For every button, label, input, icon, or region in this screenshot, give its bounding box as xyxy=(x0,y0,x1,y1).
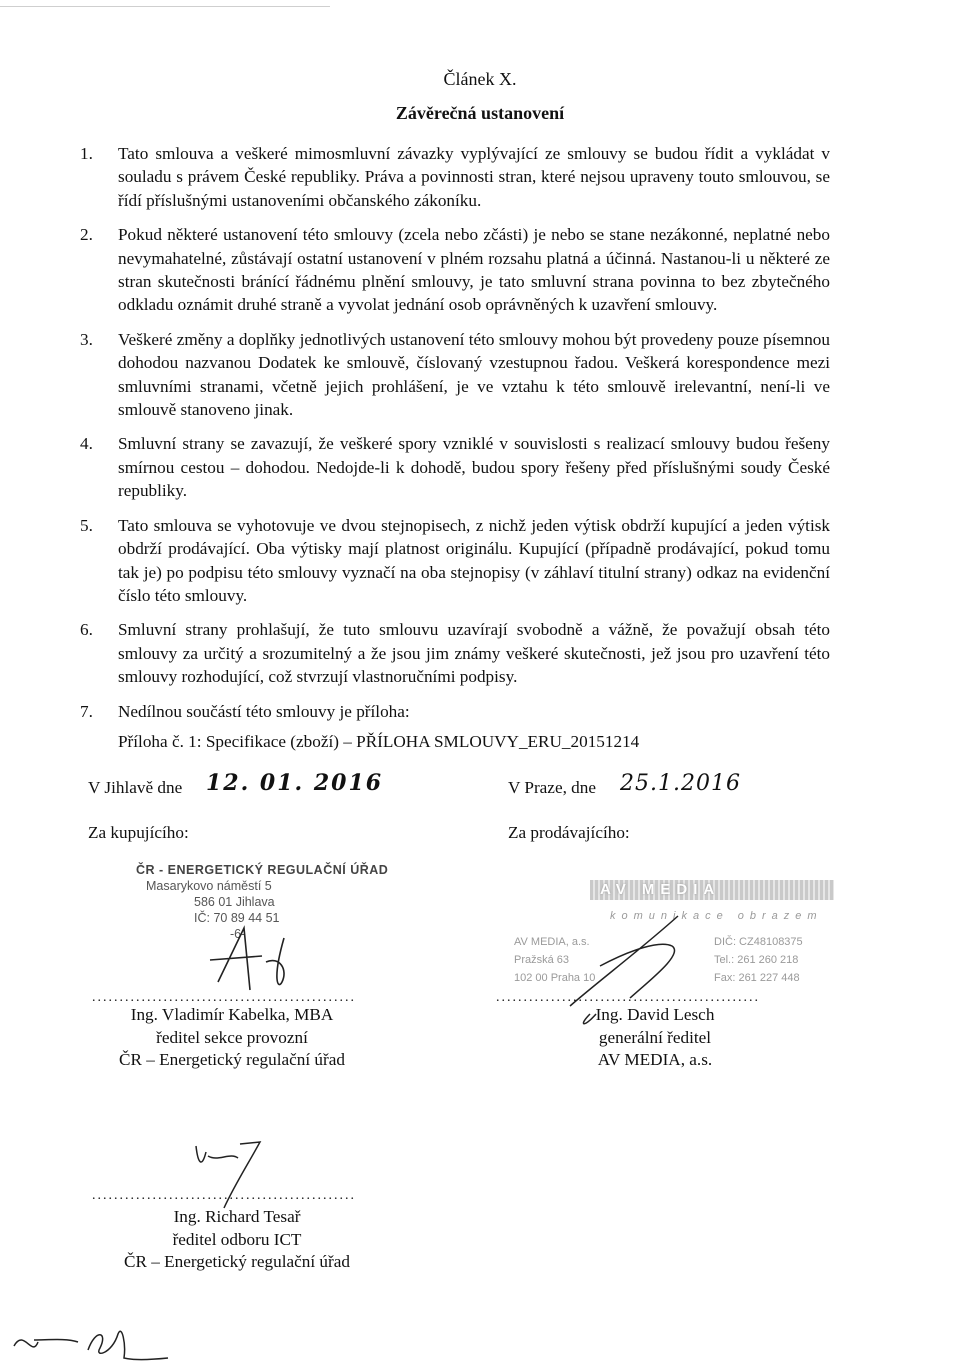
left-place-label: V Jihlavě dne xyxy=(88,778,183,797)
stamp-street: Masarykovo náměstí 5 xyxy=(146,879,272,893)
clause-number: 2. xyxy=(80,225,93,245)
kabelka-signature xyxy=(190,920,310,1000)
left-signatory-name: Ing. Vladimír Kabelka, MBA xyxy=(130,1005,334,1024)
third-signatory xyxy=(92,1206,382,1274)
stamp-mark: -6- xyxy=(230,927,246,941)
third-signature-line: ................................................ xyxy=(92,1188,356,1203)
clause xyxy=(80,700,830,723)
clause-number: 1. xyxy=(80,144,93,163)
clause-text: Nedílnou součástí této smlouvy je příloha: xyxy=(118,701,410,721)
clause-number: 4. xyxy=(80,434,93,454)
clauses-list xyxy=(80,142,830,753)
stamp-fax: Fax: 261 227 448 xyxy=(714,972,800,984)
stamp-city: 102 00 Praha 10 xyxy=(514,972,596,984)
clause-text: Veškeré změny a doplňky jednotlivých ustanovení této smlouvy mohou být provedeny pouze písemnou dohodou nazvanou Dodatek ke smlouvě, číslovaný vzestupnou řadou. Veškerá korespondence mezi smluvními stranami, včetně jejich prohlášení, je ve vztahu k této smlouvě irelevantní, není-li ve smlouvě stanoveno jinak. xyxy=(118,329,830,420)
clause-number: 5. xyxy=(80,515,93,535)
clause xyxy=(80,328,830,422)
right-signatory-name: Ing. David Lesch xyxy=(595,1005,715,1024)
stamp-ic: IČ: 70 89 44 51 xyxy=(194,911,280,925)
clause-number: 6. xyxy=(80,620,93,640)
clause xyxy=(80,142,830,212)
clause xyxy=(80,618,830,688)
right-place-label: V Praze, dne xyxy=(508,778,596,797)
stamp-motto: komunikace obrazem xyxy=(610,910,823,922)
clause xyxy=(80,223,830,317)
clause xyxy=(80,514,830,608)
article-number: Článek X. xyxy=(443,69,517,89)
left-signatory-position: ředitel sekce provozní xyxy=(156,1027,308,1047)
scan-edge-line xyxy=(0,6,330,7)
stamp-company: AV MEDIA, a.s. xyxy=(514,936,590,948)
clause-text: Smluvní strany se zavazují, že veškeré spory vzniklé v souvislosti s realizací smlouvy budou řešeny smírnou cestou – dohodou. Nedojde-li k dohodě, budou spory řešeny před příslušnými soudy České republiky. xyxy=(118,434,830,501)
stamp-street: Pražská 63 xyxy=(514,954,570,966)
right-signature-line: ................................................ xyxy=(496,990,760,1005)
article-title: Závěrečná ustanovení xyxy=(395,103,565,123)
right-signatory-position: generální ředitel xyxy=(598,1027,712,1047)
initials-signature xyxy=(8,1314,178,1366)
right-signatory-org: AV MEDIA, a.s. xyxy=(597,1050,713,1069)
clause-number: 3. xyxy=(80,329,93,349)
right-date-handwritten: 25.1.2016 xyxy=(620,771,741,796)
attachment-reference: Příloha č. 1: Specifikace (zboží) – PŘÍLOHA SMLOUVY_ERU_20151214 xyxy=(118,731,640,751)
left-date-handwritten: 12. 01. 2016 xyxy=(206,770,384,796)
third-signatory-name: Ing. Richard Tesař xyxy=(173,1207,301,1226)
left-signatory xyxy=(82,1004,382,1072)
clause xyxy=(80,432,830,502)
right-signatory xyxy=(505,1004,805,1072)
clause-text: Tato smlouva se vyhotovuje ve dvou stejnopisech, z nichž jeden výtisk obdrží kupující a jeden výtisk obdrží prodávající. Oba výtisky mají platnost originálu. Kupující (případně prodávající, pokud tomu tak je) po podpisu této smlouvy vyznačí na oba stejnopisy (v záhlaví titulní strany) odkaz na evidenční číslo této smlouvy. xyxy=(118,515,830,605)
stamp-tel: Tel.: 261 260 218 xyxy=(714,954,799,966)
stamp-dic: DIČ: CZ48108375 xyxy=(714,936,803,948)
right-role-label: Za prodávajícího: xyxy=(508,823,630,842)
left-role-label: Za kupujícího: xyxy=(88,823,189,842)
clause-text: Tato smlouva a veškeré mimosmluvní závazky vyplývající ze smlouvy se budou řídit a vykládat v souladu s právem České republiky. Práva a povinnosti stran, které nejsou upraveny touto smlouvou, se řídí příslušnými ustanoveními občanského zákoníku. xyxy=(118,144,830,210)
clause-text: Smluvní strany prohlašují, že tuto smlouvu uzavírají svobodně a vážně, že považují obsah této smlouvy za určitý a srozumitelný a že jsou jim známy veškeré skutečnosti, jež jsou pro uzavření této smlouvy rozhodující, což stvrzují vlastnoručními podpisy. xyxy=(118,620,830,687)
clause-number: 7. xyxy=(80,701,93,721)
left-signatory-org: ČR – Energetický regulační úřad xyxy=(119,1050,345,1069)
clause-text: Pokud některé ustanovení této smlouvy (zcela nebo zčásti) je nebo se stane nezákonné, neplatné nebo nevymahatelné, zůstávají ostatní ustanovení v plném rozsahu platná a účinná. Nastanou-li u některé ze stran skutečnosti bránící řádnému plnění smlouvy, je tato smluvní strana povinna to bez zbytečného odkladu oznámit druhé straně a vyvolat jednání osob oprávněných k uzavření smlouvy. xyxy=(118,225,830,315)
third-signatory-position: ředitel odboru ICT xyxy=(172,1229,302,1249)
left-signature-line: ................................................ xyxy=(92,990,356,1005)
third-signatory-org: ČR – Energetický regulační úřad xyxy=(124,1252,350,1271)
stamp-title: ČR - ENERGETICKÝ REGULAČNÍ ÚŘAD xyxy=(136,863,389,877)
stamp-city: 586 01 Jihlava xyxy=(194,895,275,909)
stamp-brand: AV MEDIA xyxy=(600,881,721,898)
